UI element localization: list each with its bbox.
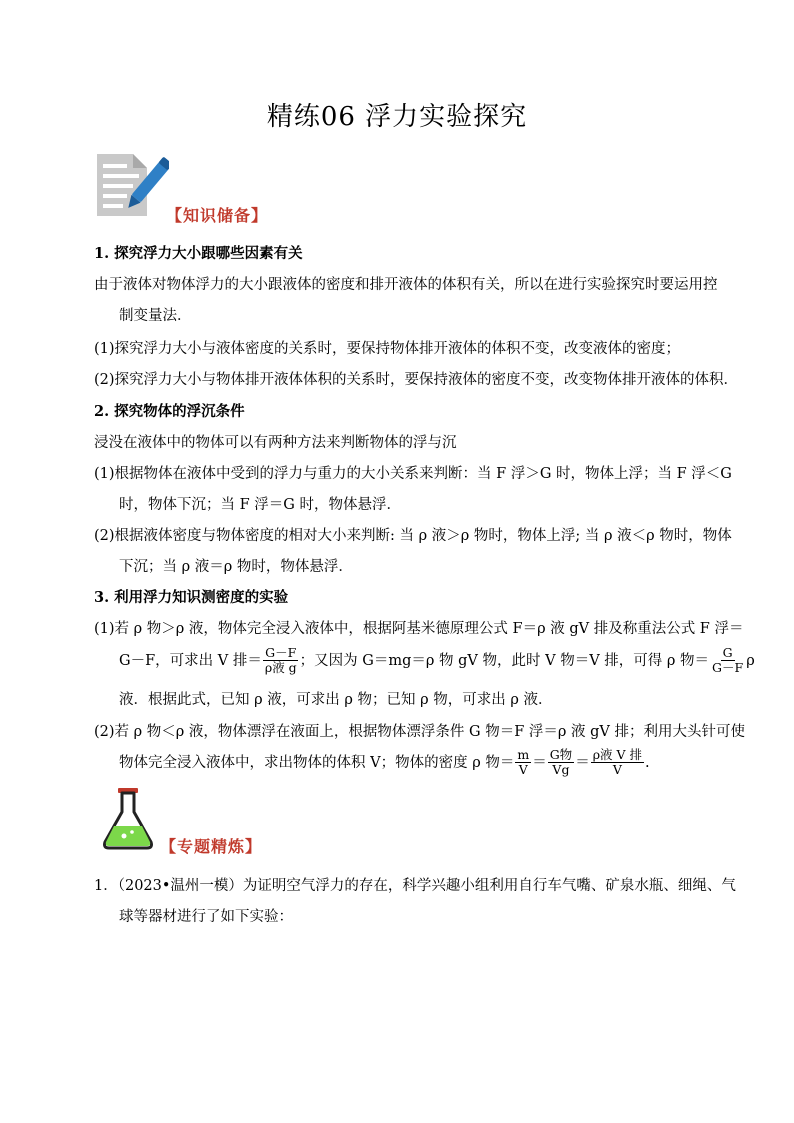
- page-title: 精练06 浮力实验探究: [266, 102, 528, 132]
- flask-icon: [100, 786, 156, 852]
- equals: ＝: [575, 754, 590, 771]
- numerator: G: [722, 645, 733, 660]
- heading-3: 3. 利用浮力知识测密度的实验: [94, 589, 289, 606]
- equals: ＝: [532, 754, 547, 771]
- paragraph: (2)探究浮力大小与物体排开液体体积的关系时，要保持液体的密度不变，改变物体排开液体的体积．: [94, 372, 739, 388]
- paragraph: 浸没在液体中的物体可以有两种方法来判断物体的浮与沉: [94, 435, 457, 451]
- fraction: [548, 748, 575, 777]
- question-1: 1．（2023•温州一模）为证明空气浮力的存在，科学兴趣小组利用自行车气嘴、矿泉水瓶、细绳、气: [94, 878, 736, 894]
- notes-pen-icon: [93, 148, 169, 220]
- numerator: ρ液 V 排: [592, 747, 643, 762]
- formula-line: [119, 748, 650, 777]
- paragraph: 制变量法．: [119, 308, 192, 324]
- numerator: G物: [549, 747, 573, 762]
- paragraph: (1)根据物体在液体中受到的浮力与重力的大小关系来判断：当 F 浮＞G 时，物体上浮；当 F 浮＜G: [94, 466, 732, 482]
- denominator: V: [518, 762, 528, 777]
- paragraph: 由于液体对物体浮力的大小跟液体的密度和排开液体的体积有关，所以在进行实验探究时要运用控: [94, 277, 718, 293]
- paragraph: 时，物体下沉；当 F 浮＝G 时，物体悬浮．: [119, 497, 401, 513]
- text: .: [645, 754, 650, 771]
- denominator: V: [612, 762, 622, 777]
- fraction: [591, 748, 644, 777]
- text: 物体完全浸入液体中，求出物体的体积 V；物体的密度 ρ 物＝: [119, 754, 515, 771]
- paragraph: 下沉；当 ρ 液＝ρ 物时，物体悬浮．: [119, 559, 353, 575]
- section-heading-knowledge: 【知识储备】: [166, 206, 269, 225]
- text: ρ: [746, 652, 755, 669]
- section-heading-practice: 【专题精炼】: [160, 837, 263, 856]
- denominator: Vg: [552, 762, 570, 777]
- text: ；又因为 G＝mg＝ρ 物 gV 物，此时 V 物＝V 排，可得 ρ 物＝: [299, 652, 710, 669]
- heading-2: 2. 探究物体的浮沉条件: [94, 403, 245, 420]
- question-1-cont: 球等器材进行了如下实验：: [119, 909, 293, 925]
- denominator: ρ液 g: [264, 660, 297, 675]
- paragraph: (1)探究浮力大小与液体密度的关系时，要保持物体排开液体的体积不变，改变液体的密度；: [94, 341, 681, 357]
- heading-1: 1. 探究浮力大小跟哪些因素有关: [94, 245, 303, 262]
- fraction: [710, 646, 745, 675]
- denominator: G－F: [712, 660, 744, 675]
- numerator: m: [517, 747, 530, 762]
- paragraph: (2)若 ρ 物＜ρ 液，物体漂浮在液面上，根据物体漂浮条件 G 物＝F 浮＝ρ 液 gV 排；利用大头针可使: [94, 724, 745, 740]
- formula-line: [119, 646, 755, 675]
- numerator: G－F: [265, 645, 297, 660]
- text: G－F，可求出 V 排＝: [119, 652, 262, 669]
- paragraph: (2)根据液体密度与物体密度的相对大小来判断: 当 ρ 液＞ρ 物时，物体上浮; 当 ρ 液＜ρ 物时，物体: [94, 528, 732, 544]
- fraction: [263, 646, 299, 675]
- paragraph: (1)若 ρ 物＞ρ 液，物体完全浸入液体中，根据阿基米德原理公式 F＝ρ 液 gV 排及称重法公式 F 浮＝: [94, 621, 744, 637]
- paragraph: 液．根据此式，已知 ρ 液，可求出 ρ 物；已知 ρ 物，可求出 ρ 液．: [119, 692, 553, 708]
- fraction: [515, 748, 531, 777]
